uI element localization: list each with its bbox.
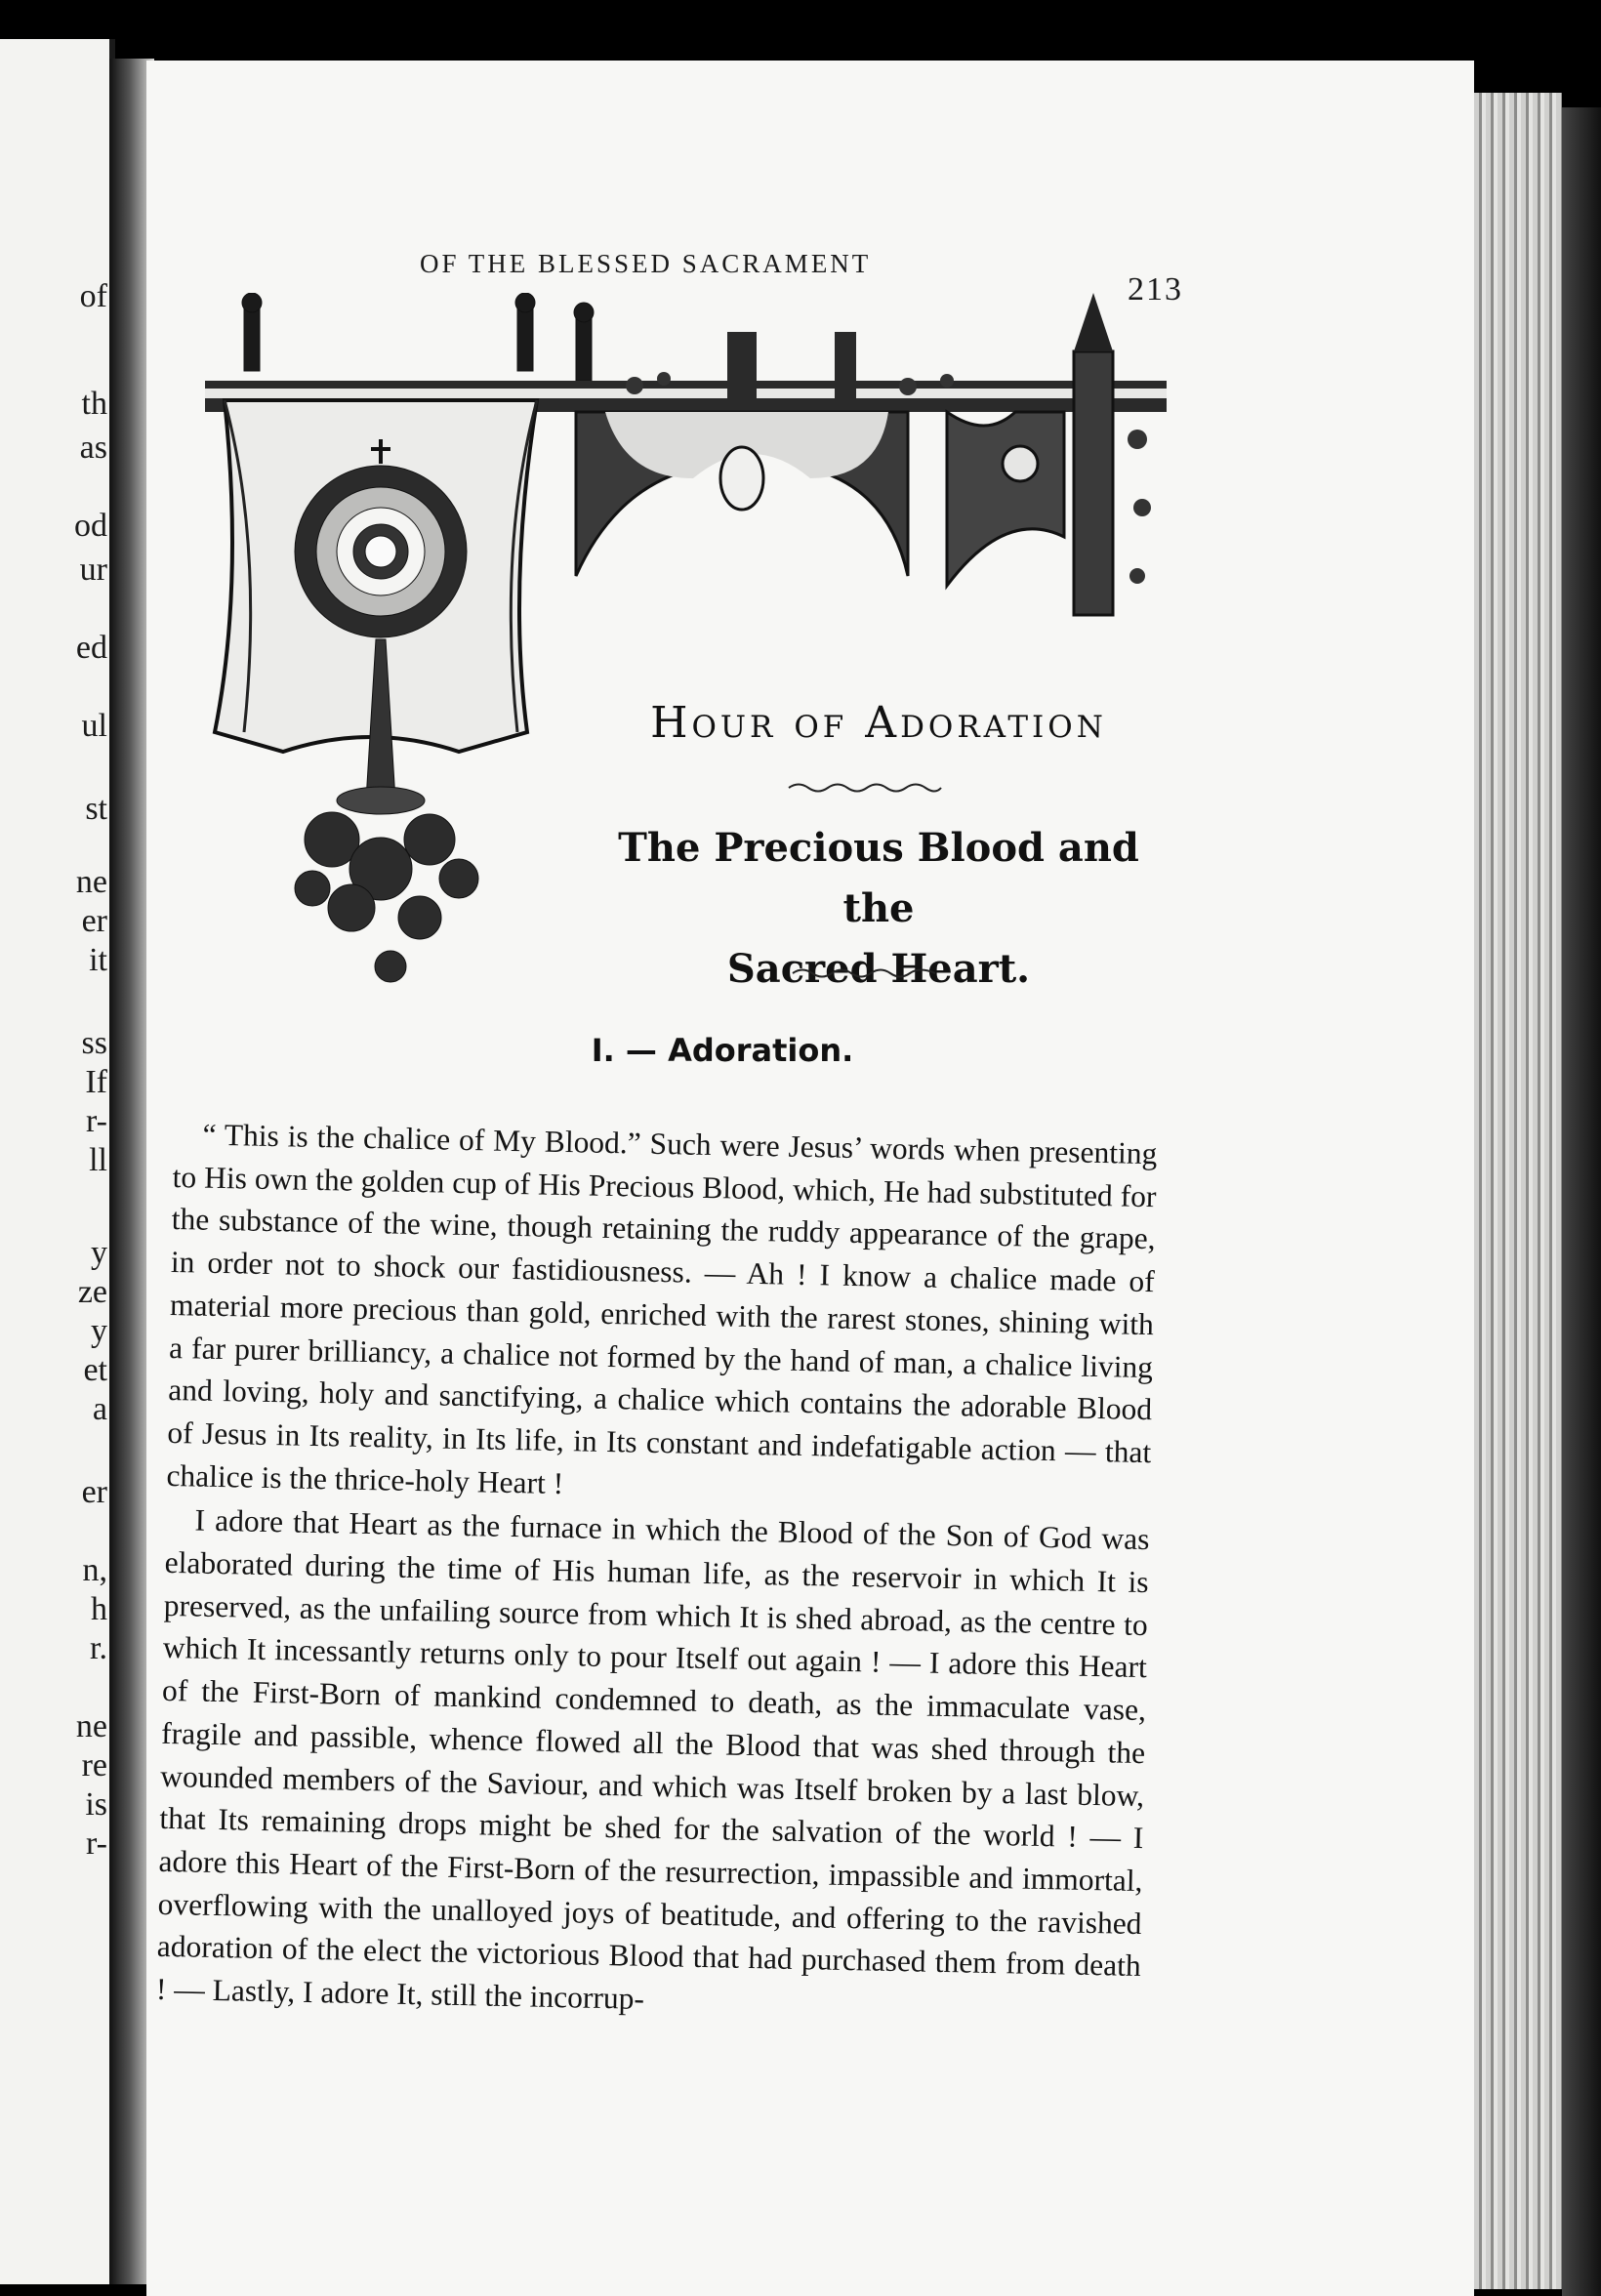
facing-page-text-fragment: er [81,903,107,939]
facing-page-text-fragment: re [81,1747,107,1784]
page-edges [1474,93,1562,2289]
facing-page-text-fragment: od [74,508,107,544]
facing-page-text-fragment: ll [89,1142,107,1178]
title-ornament-squiggle [787,781,943,795]
body-text [156,1113,1158,2030]
facing-page-text-fragment: If [85,1064,107,1100]
facing-page-text-fragment: er [81,1474,107,1510]
facing-page-text-fragment: ul [81,708,107,744]
facing-page-text-fragment: as [79,430,107,466]
facing-page-text-fragment: is [85,1786,107,1823]
facing-page-text-fragment: et [83,1352,107,1388]
facing-page-text-fragment: it [89,942,107,978]
facing-page-text-fragment: y [91,1235,107,1271]
running-head: OF THE BLESSED SACRAMENT [420,249,872,278]
facing-page-text-fragment: r- [86,1825,107,1862]
facing-page-text-fragment: st [85,791,107,827]
facing-page-text-fragment: of [79,278,107,314]
facing-page-text-fragment: th [81,386,107,422]
page-edges-shadow [1562,107,1601,2296]
page-number: 213 [1128,271,1183,308]
facing-page-text-fragment: y [91,1313,107,1349]
facing-page-text-fragment: ur [79,552,107,588]
facing-page-text-fragment: a [92,1391,107,1427]
paragraph: “ This is the chalice of My Blood.” Such were Jesus’ words when presenting to His own the golden cup of His Precious Blood, which, He had substituted for the substance of the wine, though retaining the ruddy appearance of the grape, in order not to shock our fastidiousness. — Ah ! I know a chalice made of material more precious than gold, enriched with the rarest stones, shining with a far purer brilliancy, a chalice not formed by the hand of man, a chalice living and loving, holy and sanctifying, a chalice which contains the adorable Blood of Jesus in Its reality, in Its life, in Its constant and indefatigable action — that chalice is the thrice-holy Heart ! [166,1117,1158,1500]
subtitle-line-1: The Precious Blood and the [618,825,1139,931]
facing-page-text-fragment: ed [75,630,107,666]
facing-page-text-fragment: ne [75,1708,107,1744]
facing-page-fragment [0,39,115,2284]
facing-page-text-fragment: h [91,1591,107,1627]
section-heading: I. — Adoration. [591,1032,854,1069]
subtitle-ornament-squiggle [791,966,937,980]
facing-page-text-fragment: ss [81,1025,107,1061]
facing-page-text-fragment: ne [75,864,107,900]
facing-page-text-fragment: ze [77,1274,107,1310]
facing-page-text-fragment: r. [90,1630,107,1666]
facing-page-text-fragment: n, [82,1552,107,1588]
facing-page-text-fragment: r- [86,1103,107,1139]
chapter-title: Hour of Adoration [650,698,1107,748]
subtitle-line-2: Sacred Heart. [726,946,1031,992]
paragraph: I adore that Heart as the furnace in which the Blood of the Son of God was elaborated during the time of His human life, as the reservoir in which It is preserved, as the unfailing source from which It is shed abroad, as the centre to which It incessantly returns only to pour Itself out again ! — I adore this Heart of the First-Born of mankind condemned to death, as the immaculate vase, fragile and passible, whence flowed all the Blood that was shed through the wounded members of the Saviour, and which was Itself broken by a last blow, that Its remaining drops might be shed for the salvation of the world ! — I adore this Heart of the First-Born of the resurrection, impassible and immortal, overflowing with the unalloyed joys of beatitude, and offering to the ravished adoration of the elect the victorious Blood that had purchased them from death ! — Lastly, I adore It, still the incorrup- [155,1502,1150,2016]
